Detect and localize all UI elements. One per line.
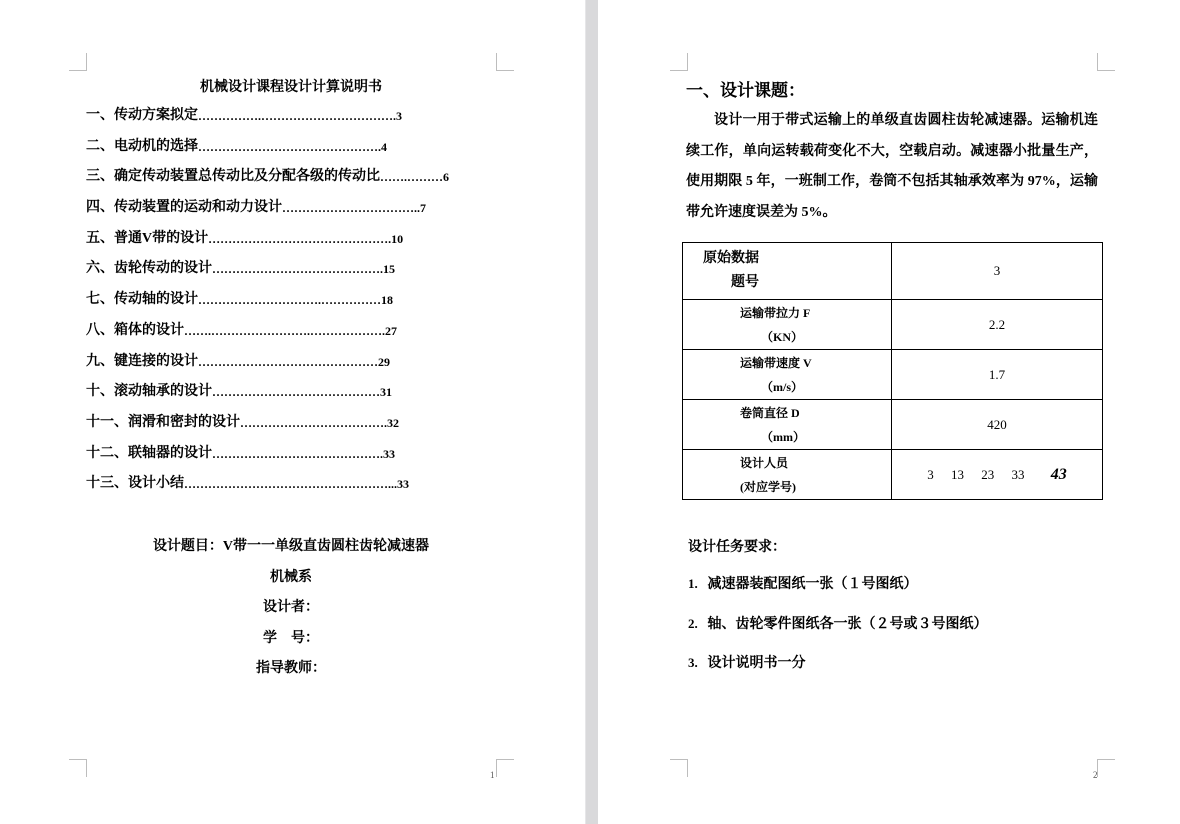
toc-leader: …………………………………… [212, 385, 380, 400]
toc-leader: …………………………….. [282, 201, 420, 216]
toc-entry[interactable] [86, 320, 486, 351]
corner-mark-top-right [496, 53, 514, 71]
table-cell-label [683, 300, 892, 350]
toc-entry-label: 四、传动装置的运动和动力设计 [86, 200, 282, 216]
corner-mark-top-right [1097, 53, 1115, 71]
section-heading: 一、设计课题： [686, 81, 805, 100]
toc-entry-label: 一、传动方案拟定 [86, 108, 198, 123]
toc-entry[interactable] [86, 258, 486, 289]
toc-page-number: 4 [381, 139, 387, 154]
page-number: 2 [1093, 770, 1098, 780]
toc-entry-label: 六、齿轮传动的设计 [86, 261, 212, 277]
toc-entry-label: 二、电动机的选择 [86, 138, 198, 154]
student-id-field: 学 号： [263, 630, 319, 646]
corner-mark-bottom-left [670, 759, 688, 777]
original-data-table [682, 242, 1103, 500]
corner-mark-bottom-right [496, 759, 514, 777]
designer-id-list [892, 450, 1103, 500]
toc-leader: ………………………….…………… [198, 293, 381, 308]
requirement-item [688, 651, 988, 691]
toc-entry-label: 七、传动轴的设计 [86, 292, 198, 308]
toc-leader: ………………………………………. [208, 231, 392, 246]
designer-field: 设计者： [263, 600, 319, 615]
toc-page-number: 6 [443, 170, 449, 185]
cell-label-line1: 运输带速度 V [740, 355, 812, 370]
toc-page-number: 18 [381, 293, 393, 308]
toc-entry[interactable] [86, 136, 486, 167]
design-topic: 设计题目：V带一一单级直齿圆柱齿轮减速器 [152, 539, 430, 554]
toc-page-number: 33 [383, 446, 395, 461]
toc-entry[interactable] [86, 105, 486, 136]
cell-label-line2: 题号 [731, 275, 759, 290]
document-page-1 [0, 0, 585, 824]
table-header-row [683, 243, 1103, 300]
toc-entry[interactable] [86, 289, 486, 320]
cell-label-line2: (对应学号) [740, 479, 796, 494]
toc-leader: …………….……………………………. [198, 109, 396, 123]
corner-mark-bottom-right [1097, 759, 1115, 777]
cell-label-line1: 运输带拉力 F [740, 305, 811, 320]
toc-page-number: 15 [383, 262, 395, 277]
page-gap-divider [585, 0, 598, 824]
requirement-text: 设计说明书一分 [707, 656, 806, 671]
designer-id: 13 [951, 466, 964, 482]
toc-entry[interactable] [86, 228, 486, 259]
toc-entry[interactable] [86, 197, 486, 228]
toc-page-number: 10 [391, 231, 404, 246]
table-cell-value: 420 [892, 400, 1103, 450]
toc-entry-label: 八、箱体的设计 [86, 322, 184, 338]
toc-entry-label: 九、键连接的设计 [86, 353, 198, 369]
designer-id: 33 [1011, 466, 1025, 482]
advisor-field: 指导教师： [256, 661, 326, 676]
toc-leader: ……………………………………… [198, 354, 378, 369]
toc-page-number: 33 [397, 477, 409, 492]
table-cell-value: 2.2 [892, 300, 1103, 350]
toc-leader: ………………………………. [240, 415, 387, 430]
cover-block [86, 535, 496, 688]
toc-entry[interactable] [86, 412, 486, 443]
toc-leader: ………………………………………. [198, 139, 381, 154]
cell-label-line2: （mm） [761, 429, 805, 444]
toc-entry[interactable] [86, 166, 486, 197]
toc-entry[interactable] [86, 381, 486, 412]
table-row [683, 400, 1103, 450]
designer-id: 23 [981, 466, 995, 482]
requirement-text: 轴、齿轮零件图纸各一张（２号或３号图纸） [707, 616, 988, 632]
table-cell-label [683, 450, 892, 500]
toc-entry[interactable] [86, 443, 486, 474]
table-cell-label [683, 243, 892, 300]
toc-entry-label: 十二、联轴器的设计 [86, 445, 212, 461]
toc-entry-label: 三、确定传动装置总传动比及分配各级的传动比 [86, 169, 380, 185]
toc-page-number: 7 [420, 201, 426, 216]
requirement-number: 3. [688, 655, 698, 670]
corner-mark-bottom-left [69, 759, 87, 777]
toc-leader: ……………………………………. [212, 446, 383, 461]
toc-entry[interactable] [86, 351, 486, 382]
toc-entry-label: 五、普通V带的设计 [86, 230, 209, 246]
toc-leader: …….……… [380, 170, 443, 185]
toc-leader: ……………………………………………... [184, 477, 397, 492]
table-cell-label [683, 350, 892, 400]
table-row-designers [683, 450, 1103, 500]
requirements-list [688, 572, 988, 691]
toc-entry-label: 十一、润滑和密封的设计 [86, 414, 240, 430]
requirement-number: 1. [688, 576, 698, 591]
cell-label-line1: 卷筒直径 D [740, 405, 800, 420]
corner-mark-top-left [69, 53, 87, 71]
toc-page-number: 31 [380, 385, 392, 400]
toc-page-number: 3 [396, 109, 402, 123]
cell-label-line1: 设计人员 [740, 455, 789, 470]
table-of-contents [86, 105, 486, 504]
toc-leader: …….…………………….………………. [184, 323, 385, 338]
requirement-item [688, 572, 988, 612]
requirement-text: 减速器装配图纸一张（１号图纸） [707, 577, 918, 592]
requirement-item [688, 612, 988, 652]
toc-entry[interactable] [86, 473, 486, 504]
document-page-2 [598, 0, 1180, 824]
cell-label-line2: （KN） [761, 329, 804, 344]
toc-leader: ……………………………………. [212, 262, 383, 277]
table-cell-label [683, 400, 892, 450]
toc-entry-label: 十、滚动轴承的设计 [86, 384, 212, 400]
department: 机械系 [270, 569, 312, 585]
table-row [683, 300, 1103, 350]
table-cell-value: 1.7 [892, 350, 1103, 400]
project-description: 设计一用于带式运输上的单级直齿圆柱齿轮减速器。运输机连续工作，单向运转载荷变化不大，空载启动。减速器小批量生产，使用期限 5 年，一班制工作，卷筒不包括其轴承效率为 97%，运输带允许速度误差为 5%。 [686, 113, 1098, 220]
toc-page-number: 27 [385, 323, 397, 338]
page-number: 1 [490, 770, 495, 780]
toc-page-number: 32 [387, 415, 399, 430]
toc-entry-label: 十三、设计小结 [86, 476, 184, 492]
designer-id-highlighted: 43 [1050, 465, 1067, 483]
requirements-title: 设计任务要求： [688, 540, 786, 555]
requirement-number: 2. [688, 615, 698, 631]
cell-label-line1: 原始数据 [703, 251, 759, 266]
corner-mark-top-left [670, 53, 688, 71]
table-row [683, 350, 1103, 400]
designer-id: 3 [927, 466, 934, 482]
document-title: 机械设计课程设计计算说明书 [200, 80, 382, 95]
toc-page-number: 29 [378, 354, 390, 369]
table-cell-value: 3 [892, 243, 1103, 300]
cell-label-line2: （m/s） [761, 379, 804, 394]
